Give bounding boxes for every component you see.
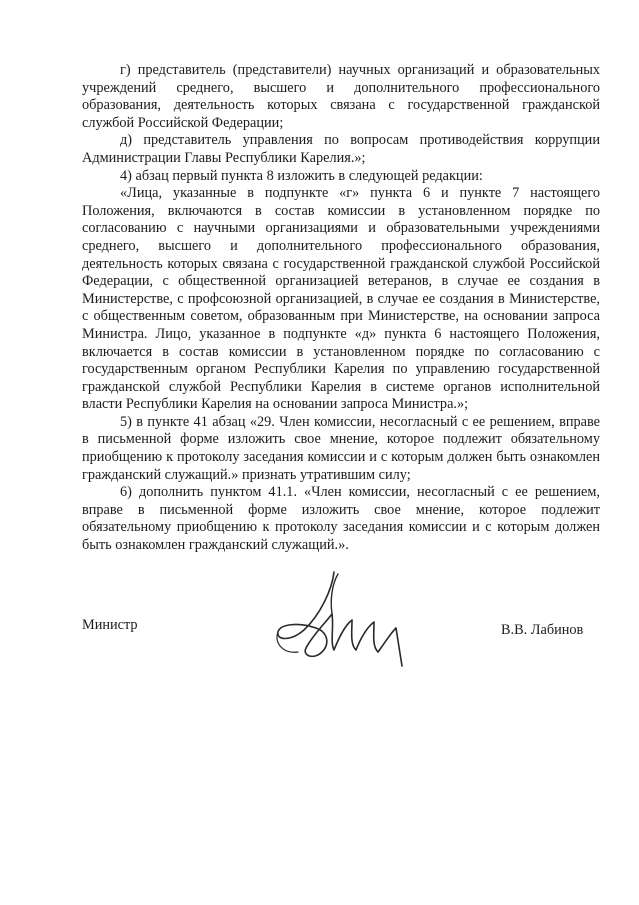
signatory-title: Министр <box>82 617 138 633</box>
paragraph-point-5: 5) в пункте 41 абзац «29. Член комиссии, несогласный с ее решением, вправе в письменной форме изложить свое мнение, которое подлежит обязательному приобщению к протоколу заседания комиссии и с которым должен быть ознакомлен гражданский служащий.» признать утратившим силу; <box>82 413 600 483</box>
paragraph-point-4: 4) абзац первый пункта 8 изложить в следующей редакции: <box>120 167 483 184</box>
paragraph-item-d: д) представитель управления по вопросам противодействия коррупции Администрации Главы Республики Карелия.»; <box>82 132 600 166</box>
paragraph-point-6: 6) дополнить пунктом 41.1. «Член комиссии, несогласный с ее решением, вправе в письменной форме изложить свое мнение, которое подлежит обязательному приобщению к протоколу заседания комиссии и с которым должен быть ознакомлен гражданский служащий.». <box>82 484 600 554</box>
paragraph-point-8-text: «Лица, указанные в подпункте «г» пункта 6 и пункте 7 настоящего Положения, включаются в состав комиссии в установленном порядке по согласованию с научными организациями и образовательными учреждениями среднего, высшего и дополнительного профессионального образования, деятельность которых связана с государственной гражданской службой Российской Федерации, с общественной организацией ветеранов, в случае ее создания в Министерстве, с профсоюзной организацией, в случае ее создания в Министерстве, с общественным советом, образованным при Министерстве, на основании запроса Министра. Лицо, указанное в подпункте «д» пункта 6 настоящего Положения, включается в состав комиссии в установленном порядке по согласованию с государственным органом Республики Карелия по управлению государственной гражданской службой Республики Карелия в системе органов исполнительной власти Республики Карелия на основании запроса Министра.»; <box>82 185 600 413</box>
paragraph-item-g: г) представитель (представители) научных организаций и образовательных учреждений среднего, высшего и дополнительного профессионального образования, деятельность которых связана с государственной гражданской службой Российской Федерации; <box>82 62 600 131</box>
handwritten-signature <box>268 570 428 690</box>
signatory-name: В.В. Лабинов <box>501 622 584 638</box>
